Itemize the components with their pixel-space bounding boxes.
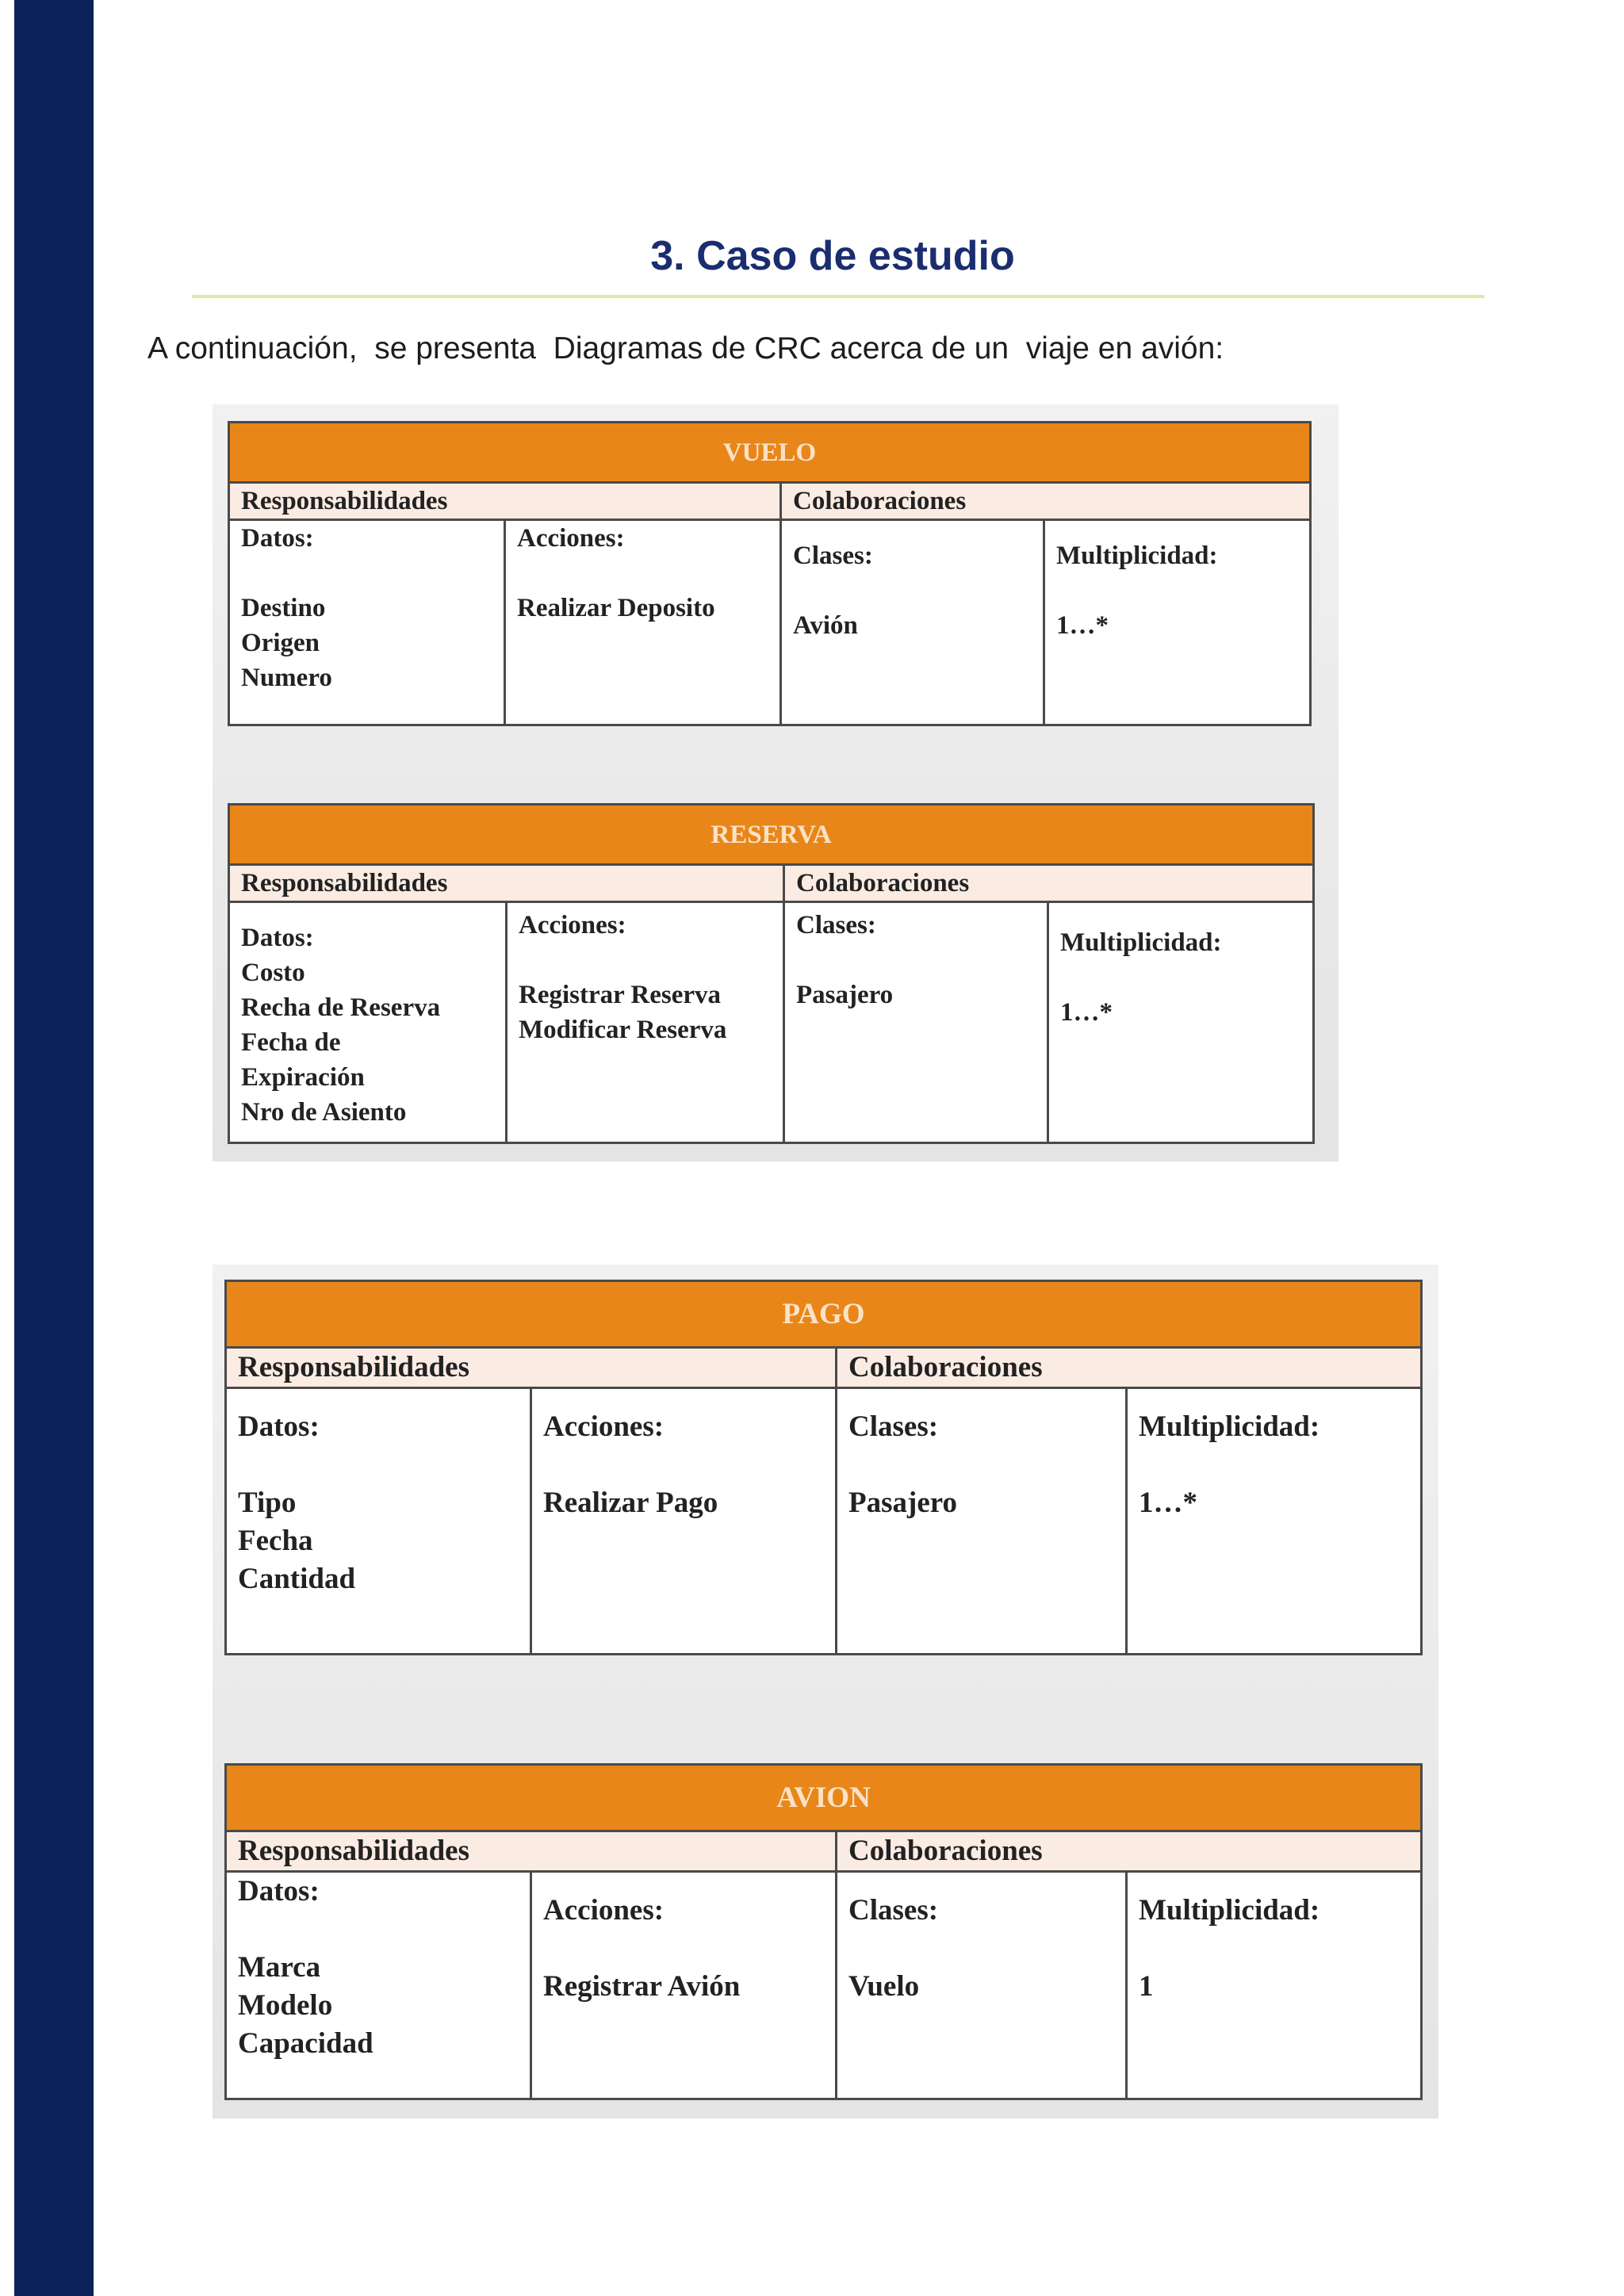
datos-label: Datos: (238, 1410, 320, 1443)
title-divider (192, 295, 1484, 298)
multiplicidad-label: Multiplicidad: (1139, 1894, 1320, 1927)
multiplicidad-value: 1…* (1060, 998, 1113, 1027)
card-title: PAGO (226, 1281, 1422, 1348)
page-title: 3. Caso de estudio (650, 233, 1015, 279)
clases-cell (781, 520, 1044, 725)
clases-cell (837, 1872, 1127, 2099)
multiplicidad-label: Multiplicidad: (1056, 541, 1218, 570)
datos-label: Datos: (241, 924, 314, 952)
acciones-items: Realizar Pago (543, 1487, 718, 1519)
multiplicidad-cell (1127, 1872, 1422, 2099)
datos-cell (226, 1388, 531, 1655)
crc-card-reserva (228, 803, 1315, 1144)
card-title: VUELO (229, 423, 1311, 483)
acciones-items: Realizar Deposito (517, 594, 715, 622)
multiplicidad-label: Multiplicidad: (1139, 1410, 1320, 1443)
clases-label: Clases: (848, 1410, 939, 1443)
colaboraciones-header: Colaboraciones (781, 483, 1311, 520)
acciones-items: Registrar Avión (543, 1970, 741, 2003)
responsabilidades-header: Responsabilidades (229, 483, 781, 520)
crc-card-vuelo (228, 421, 1312, 726)
clases-items: Pasajero (796, 981, 894, 1009)
datos-cell (229, 902, 507, 1143)
datos-items: Tipo Fecha Cantidad (238, 1487, 356, 1595)
clases-items: Vuelo (848, 1970, 920, 2003)
acciones-cell (507, 902, 784, 1143)
card-title: RESERVA (229, 805, 1314, 865)
clases-cell (837, 1388, 1127, 1655)
intro-paragraph: A continuación, se presenta Diagramas de CRC acerca de un viaje en avión: (147, 331, 1224, 365)
multiplicidad-cell (1044, 520, 1311, 725)
acciones-cell (505, 520, 781, 725)
responsabilidades-header: Responsabilidades (226, 1831, 837, 1872)
acciones-label: Acciones: (543, 1410, 665, 1443)
multiplicidad-value: 1…* (1056, 611, 1109, 640)
clases-label: Clases: (796, 911, 876, 939)
clases-items: Avión (793, 611, 858, 640)
datos-label: Datos: (238, 1875, 320, 1908)
card-title: AVION (226, 1765, 1422, 1831)
datos-items: Marca Modelo Capacidad (238, 1951, 373, 2060)
crc-card-avion (224, 1763, 1423, 2100)
multiplicidad-value: 1 (1139, 1970, 1154, 2003)
colaboraciones-header: Colaboraciones (837, 1348, 1422, 1388)
acciones-label: Acciones: (543, 1894, 665, 1927)
multiplicidad-cell (1127, 1388, 1422, 1655)
sidebar-bar (14, 0, 94, 2296)
datos-items: Costo Recha de Reserva Fecha de Expiración Nro de Asiento (241, 959, 441, 1127)
clases-label: Clases: (848, 1894, 939, 1927)
acciones-label: Acciones: (519, 911, 626, 939)
clases-cell (784, 902, 1048, 1143)
acciones-label: Acciones: (517, 524, 625, 553)
crc-card-pago (224, 1280, 1423, 1655)
responsabilidades-header: Responsabilidades (229, 865, 784, 902)
datos-label: Datos: (241, 524, 314, 553)
acciones-cell (531, 1388, 837, 1655)
clases-label: Clases: (793, 541, 873, 570)
acciones-cell (531, 1872, 837, 2099)
datos-items: Destino Origen Numero (241, 594, 332, 692)
acciones-items: Registrar Reserva Modificar Reserva (519, 981, 727, 1044)
datos-cell (226, 1872, 531, 2099)
multiplicidad-cell (1048, 902, 1314, 1143)
colaboraciones-header: Colaboraciones (784, 865, 1314, 902)
colaboraciones-header: Colaboraciones (837, 1831, 1422, 1872)
datos-cell (229, 520, 505, 725)
multiplicidad-value: 1…* (1139, 1487, 1197, 1519)
multiplicidad-label: Multiplicidad: (1060, 928, 1222, 957)
clases-items: Pasajero (848, 1487, 957, 1519)
responsabilidades-header: Responsabilidades (226, 1348, 837, 1388)
